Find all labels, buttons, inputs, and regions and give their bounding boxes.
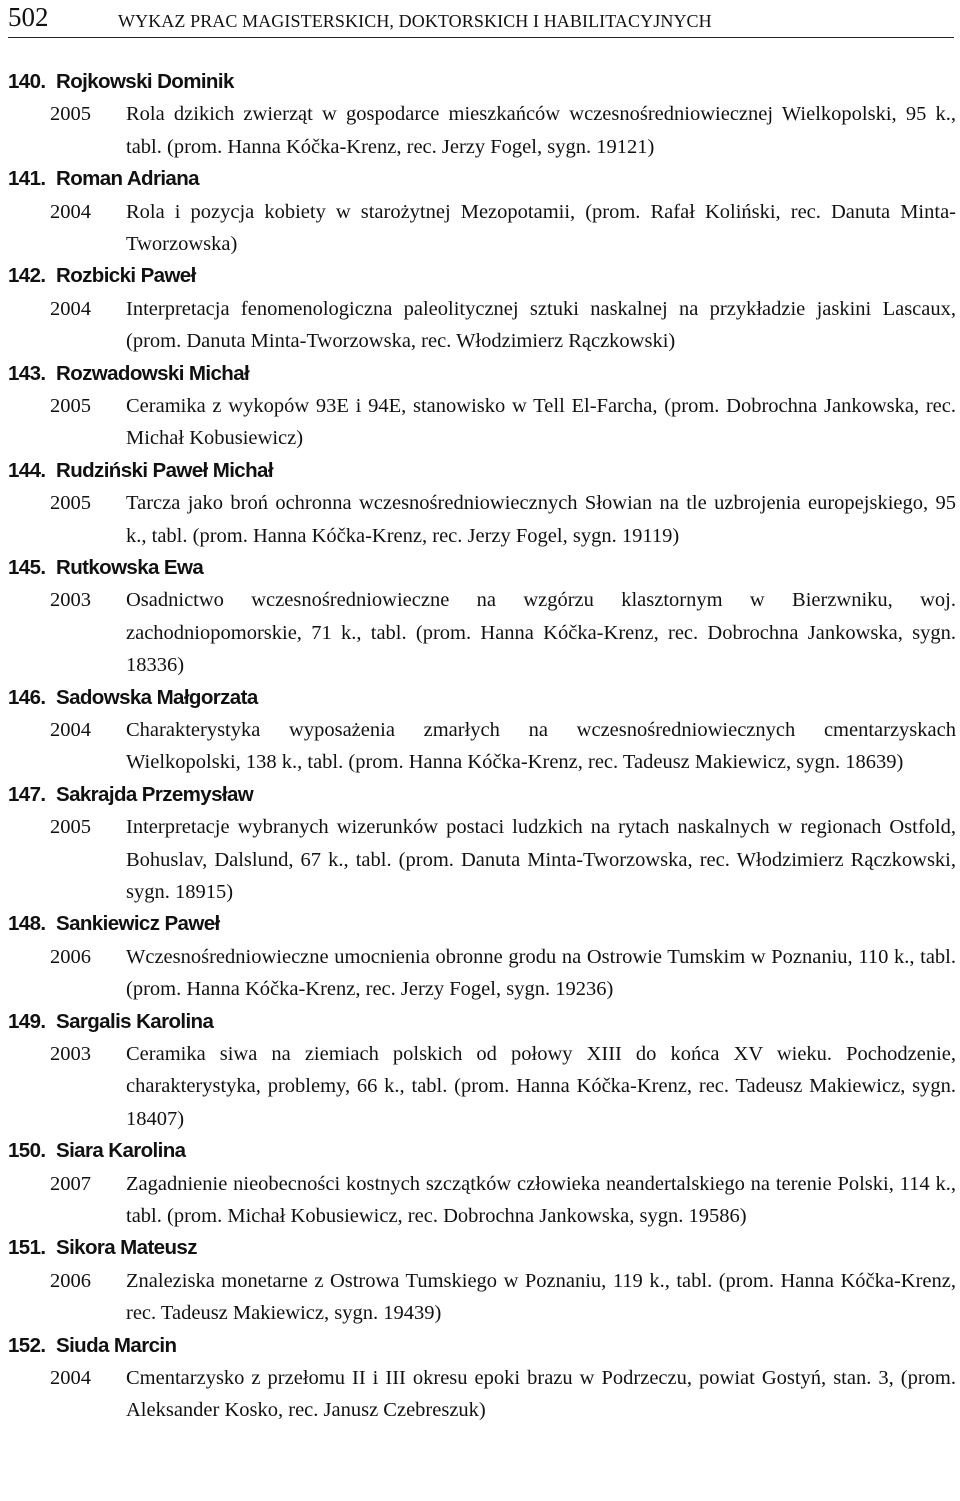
entry-body: [8, 293, 956, 358]
entry-heading: [8, 163, 956, 195]
entry-body: [8, 1038, 956, 1135]
entry-description: Znaleziska monetarne z Ostrowa Tumskiego w Poznaniu, 119 k., tabl. (prom. Hanna Kóčka-Krenz, rec. Tadeusz Makiewicz, sygn. 19439): [126, 1269, 956, 1325]
entry-author: Rojkowski Dominik: [56, 70, 234, 93]
entry-number: 142.: [8, 264, 46, 288]
entry-description: Interpretacje wybranych wizerunków postaci ludzkich na rytach naskalnych w regionach Ostfold, Bohuslav, Dalslund, 67 k., tabl. (prom. Danuta Minta-Tworzowska, rec. Włodzimierz Rączkowski, sygn. 18915): [126, 816, 956, 904]
entry-year: 2003: [50, 589, 91, 612]
entry-body: [8, 390, 956, 455]
entry-description: Ceramika z wykopów 93E i 94E, stanowisko w Tell El-Farcha, (prom. Dobrochna Jankowska, rec. Michał Kobusiewicz): [126, 395, 956, 450]
list-item: [8, 908, 956, 1005]
entry-author: Sargalis Karolina: [56, 1009, 214, 1033]
list-item: [8, 779, 956, 909]
entry-author: Rutkowska Ewa: [56, 556, 204, 580]
entry-body: [8, 714, 956, 779]
entry-author: Sikora Mateusz: [56, 1236, 197, 1260]
entry-body: [8, 811, 956, 908]
entry-year: 2006: [50, 945, 91, 968]
entry-description: Tarcza jako broń ochronna wczesnośredniowiecznych Słowian na tle uzbrojenia europejskiego, 95 k., tabl. (prom. Hanna Kóčka-Krenz, rec. Jerzy Fogel, sygn. 19119): [126, 492, 956, 547]
entry-number: 148.: [8, 912, 46, 936]
entry-number: 147.: [8, 782, 46, 806]
entry-number: 144.: [8, 458, 46, 482]
entry-description: Rola i pozycja kobiety w starożytnej Mezopotamii, (prom. Rafał Koliński, rec. Danuta Minta-Tworzowska): [126, 200, 956, 255]
entry-body: [8, 1168, 956, 1233]
entry-description: Cmentarzysko z przełomu II i III okresu epoki brazu w Podrzeczu, powiat Gostyń, stan. 3, (prom. Aleksander Kosko, rec. Janusz Czebreszuk): [126, 1367, 956, 1422]
page-header: [8, 0, 954, 38]
entry-body: [8, 487, 956, 552]
list-item: [8, 1006, 956, 1136]
entry-year: 2005: [50, 492, 91, 515]
list-item: [8, 682, 956, 779]
entry-number: 150.: [8, 1139, 46, 1163]
entry-heading: [8, 552, 956, 584]
entry-number: 152.: [8, 1333, 46, 1357]
entry-description: Zagadnienie nieobecności kostnych szczątków człowieka neandertalskiego na terenie Polski, 114 k., tabl. (prom. Michał Kobusiewicz, rec. Dobrochna Jankowska, sygn. 19586): [126, 1172, 956, 1228]
thesis-list: [8, 66, 956, 1427]
entry-year: 2004: [50, 297, 91, 320]
entry-year: 2005: [50, 103, 91, 126]
entry-year: 2007: [50, 1172, 91, 1195]
entry-body: [8, 1265, 956, 1330]
entry-body: [8, 584, 956, 681]
entry-heading: [8, 1330, 956, 1362]
entry-author: Rudziński Paweł Michał: [56, 458, 273, 482]
entry-author: Rozbicki Paweł: [56, 264, 196, 288]
entry-description: Interpretacja fenomenologiczna paleolitycznej sztuki naskalnej na przykładzie jaskini Lascaux, (prom. Danuta Minta-Tworzowska, rec. Włodzimierz Rączkowski): [126, 297, 956, 353]
entry-number: 140.: [8, 70, 46, 93]
entry-year: 2005: [50, 395, 91, 417]
entry-heading: [8, 66, 956, 98]
entry-number: 151.: [8, 1236, 46, 1260]
entry-heading: [8, 908, 956, 940]
entry-description: Charakterystyka wyposażenia zmarłych na wczesnośredniowiecznych cmentarzyskach Wielkopolski, 138 k., tabl. (prom. Hanna Kóčka-Krenz, rec. Tadeusz Makiewicz, sygn. 18639): [126, 719, 956, 774]
entry-author: Rozwadowski Michał: [56, 361, 250, 385]
entry-heading: [8, 1006, 956, 1038]
list-item: [8, 1232, 956, 1329]
entry-year: 2004: [50, 200, 91, 223]
entry-number: 141.: [8, 167, 46, 191]
entry-heading: [8, 260, 956, 292]
list-item: [8, 1330, 956, 1427]
entry-body: [8, 196, 956, 261]
entry-year: 2004: [50, 1367, 91, 1390]
entry-heading: [8, 682, 956, 714]
entry-description: Wczesnośredniowieczne umocnienia obronne grodu na Ostrowie Tumskim w Poznaniu, 110 k., tabl. (prom. Hanna Kóčka-Krenz, rec. Jerzy Fogel, sygn. 19236): [126, 945, 956, 1001]
list-item: [8, 552, 956, 682]
entry-heading: [8, 1232, 956, 1264]
list-item: [8, 260, 956, 357]
entry-number: 145.: [8, 556, 46, 580]
list-item: [8, 163, 956, 260]
entry-body: [8, 941, 956, 1006]
list-item: [8, 358, 956, 455]
entry-number: 146.: [8, 685, 46, 709]
entry-description: Ceramika siwa na ziemiach polskich od połowy XIII do końca XV wieku. Pochodzenie, charakterystyka, problemy, 66 k., tabl. (prom. Hanna Kóčka-Krenz, rec. Tadeusz Makiewicz, sygn. 18407): [126, 1043, 956, 1130]
running-title: WYKAZ PRAC MAGISTERSKICH, DOKTORSKICH I HABILITACYJNYCH: [118, 11, 712, 31]
entry-description: Osadnictwo wczesnośredniowieczne na wzgórzu klasztornym w Bierzwniku, woj. zachodniopomorskie, 71 k., tabl. (prom. Hanna Kóčka-Krenz, rec. Dobrochna Jankowska, sygn. 18336): [126, 589, 956, 677]
list-item: [8, 66, 956, 163]
entry-author: Sankiewicz Paweł: [56, 912, 220, 936]
entry-heading: [8, 358, 956, 390]
entry-year: 2004: [50, 719, 91, 742]
entry-author: Sakrajda Przemysław: [56, 782, 254, 806]
list-item: [8, 455, 956, 552]
entry-author: Siuda Marcin: [56, 1333, 177, 1357]
entry-number: 143.: [8, 361, 46, 385]
entry-year: 2005: [50, 816, 91, 839]
entry-heading: [8, 1135, 956, 1167]
entry-number: 149.: [8, 1009, 46, 1033]
entry-description: Rola dzikich zwierząt w gospodarce mieszkańców wczesnośredniowiecznej Wielkopolski, 95 k., tabl. (prom. Hanna Kóčka-Krenz, rec. Jerzy Fogel, sygn. 19121): [126, 103, 956, 158]
entry-author: Roman Adriana: [56, 167, 199, 191]
page-number: 502: [8, 2, 49, 32]
list-item: [8, 1135, 956, 1232]
entry-body: [8, 98, 956, 163]
entry-heading: [8, 455, 956, 487]
entry-author: Sadowska Małgorzata: [56, 685, 258, 709]
entry-year: 2003: [50, 1043, 91, 1066]
entry-year: 2006: [50, 1269, 91, 1292]
entry-body: [8, 1362, 956, 1427]
entry-author: Siara Karolina: [56, 1139, 186, 1163]
entry-heading: [8, 779, 956, 811]
